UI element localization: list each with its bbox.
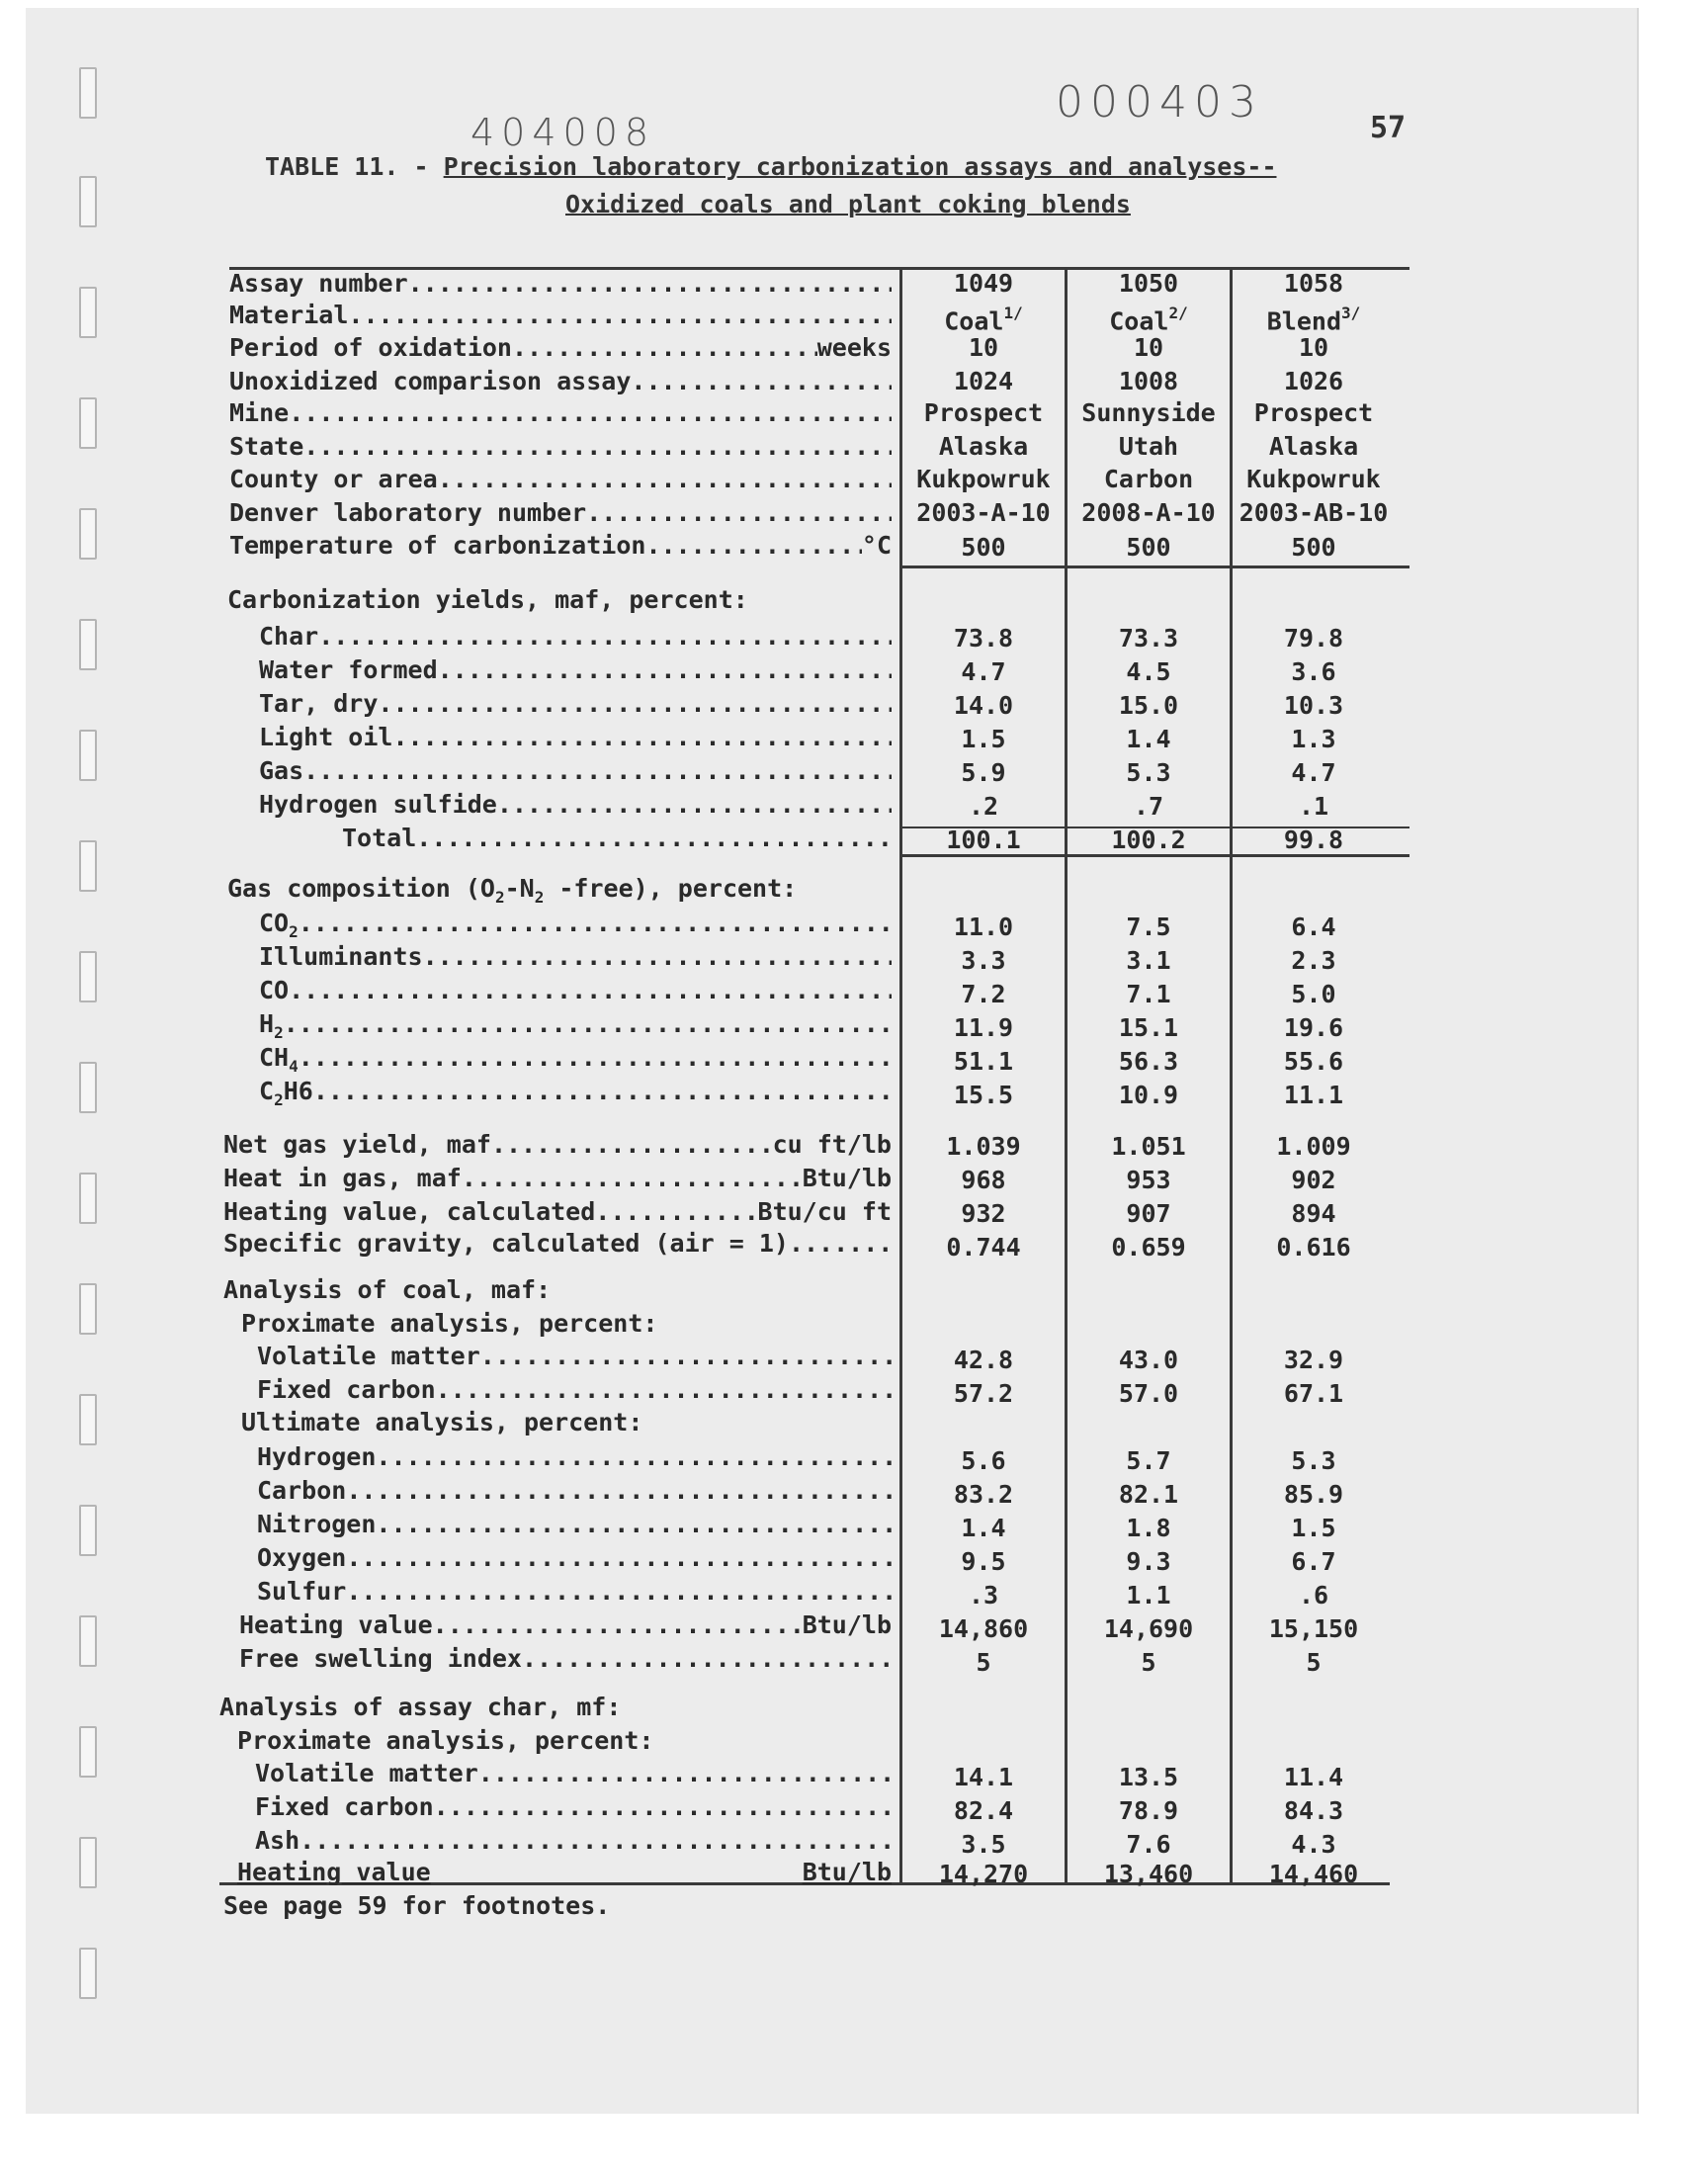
row-label: Heat in gas, maf: [223, 1164, 462, 1192]
table-title: [265, 152, 1277, 181]
binder-hole: [79, 176, 97, 227]
cell-value: 13,460: [1103, 1860, 1194, 1888]
cell-value: 15.1: [1118, 1013, 1179, 1042]
cell-value: 6.4: [1291, 913, 1336, 941]
cell-value: Sunnyside: [1081, 398, 1216, 427]
row-label: Light oil: [259, 723, 393, 751]
cell-value: 83.2: [953, 1480, 1014, 1509]
header-bottom-rule: [901, 566, 1409, 568]
cell-value: 57.0: [1118, 1379, 1179, 1408]
cell-value: 10: [968, 333, 999, 362]
cell-value: 85.9: [1283, 1480, 1344, 1509]
cell-value: 14,270: [938, 1860, 1029, 1888]
row-unit: cu ft/lb: [772, 1130, 892, 1159]
footnote-marker: 1/: [1003, 304, 1023, 322]
section-heading: Gas composition ($O_2-N_2$ -free), percent:: [227, 874, 798, 907]
cell-value: .1: [1298, 792, 1329, 821]
section-heading: Analysis of assay char, mf:: [219, 1693, 622, 1721]
cell-value: 5.6: [961, 1446, 1006, 1475]
row-label: Period of oxidation: [229, 333, 512, 362]
cell-value: 1050: [1118, 269, 1179, 298]
cell-value: 10.9: [1118, 1081, 1179, 1109]
cell-value: Carbon: [1103, 465, 1194, 493]
row-label: Mine: [229, 398, 290, 427]
binder-hole: [79, 1726, 97, 1778]
cell-value: Coal$^{2/}$: [1109, 304, 1188, 336]
binder-hole: [79, 1837, 97, 1888]
cell-value: 14.1: [953, 1763, 1014, 1791]
cell-value: 1.5: [961, 725, 1006, 753]
cell-value: 3.6: [1291, 657, 1336, 686]
row-label: Carbon: [257, 1476, 347, 1505]
cell-value: 57.2: [953, 1379, 1014, 1408]
row-unit: weeks: [816, 333, 892, 362]
binder-hole: [79, 67, 97, 119]
cell-value: 82.1: [1118, 1480, 1179, 1509]
cell-value: 79.8: [1283, 624, 1344, 652]
cell-value: 5.9: [961, 758, 1006, 787]
row-unit: Btu/lb: [802, 1858, 892, 1886]
row-unit: Btu/lb: [802, 1164, 892, 1192]
cell-value: 1058: [1283, 269, 1344, 298]
cell-value: 19.6: [1283, 1013, 1344, 1042]
cell-value: 6.7: [1291, 1547, 1336, 1576]
row-label: Assay number: [229, 269, 408, 298]
row-label: Illuminants: [259, 942, 423, 971]
cell-value: 3.5: [961, 1830, 1006, 1859]
row-label: $C_2H6$: [259, 1077, 313, 1107]
cell-value: 1026: [1283, 367, 1344, 395]
table-title-line1: Precision laboratory carbonization assays and analyses--: [443, 152, 1277, 181]
cell-value: 11.4: [1283, 1763, 1344, 1791]
cell-value: 5.3: [1126, 758, 1171, 787]
row-label: Fixed carbon: [255, 1792, 434, 1821]
row-label: Tar, dry: [259, 689, 379, 718]
row-label: Net gas yield, maf: [223, 1130, 491, 1159]
cell-value: 14.0: [953, 691, 1014, 720]
row-label: CO: [259, 976, 290, 1004]
cell-value: 14,690: [1103, 1614, 1194, 1643]
cell-value: 1.1: [1126, 1581, 1171, 1610]
cell-value: 5.7: [1126, 1446, 1171, 1475]
subsection-heading: Ultimate analysis, percent:: [241, 1408, 643, 1436]
row-label: Gas: [259, 756, 304, 785]
cell-value: .6: [1298, 1581, 1329, 1610]
cell-value: 2003-A-10: [916, 498, 1051, 527]
cell-value: 9.3: [1126, 1547, 1171, 1576]
document-stamp-number: 404008: [470, 111, 656, 154]
cell-value: 5.3: [1291, 1446, 1336, 1475]
cell-value: 11.9: [953, 1013, 1014, 1042]
cell-value: .3: [968, 1581, 999, 1610]
cell-value: 84.3: [1283, 1796, 1344, 1825]
cell-value: 15,150: [1268, 1614, 1359, 1643]
cell-value: 500: [961, 533, 1006, 562]
cell-value: 67.1: [1283, 1379, 1344, 1408]
footnote-marker: 2/: [1168, 304, 1188, 322]
cell-value: 56.3: [1118, 1047, 1179, 1076]
cell-value: 73.3: [1118, 624, 1179, 652]
cell-value: 500: [1126, 533, 1171, 562]
cell-value: 10: [1133, 333, 1164, 362]
row-label: $CH_4$: [259, 1043, 299, 1074]
binder-hole: [79, 1948, 97, 1999]
cell-value: 42.8: [953, 1346, 1014, 1374]
row-label: Volatile matter: [257, 1342, 480, 1370]
cell-value: 1.4: [1126, 725, 1171, 753]
cell-value: 7.5: [1126, 913, 1171, 941]
cell-value: Kukpowruk: [916, 465, 1051, 493]
cell-value: 13.5: [1118, 1763, 1179, 1791]
binder-hole: [79, 1283, 97, 1335]
row-label: $CO_2$: [259, 909, 299, 939]
binder-hole: [79, 1394, 97, 1445]
cell-value: 78.9: [1118, 1796, 1179, 1825]
cell-value: 32.9: [1283, 1346, 1344, 1374]
cell-value: 1049: [953, 269, 1014, 298]
cell-value: Prospect: [1253, 398, 1374, 427]
cell-value: 500: [1291, 533, 1336, 562]
cell-value: Utah: [1118, 432, 1179, 461]
cell-value: 1008: [1118, 367, 1179, 395]
cell-value: 14,860: [938, 1614, 1029, 1643]
binder-hole: [79, 397, 97, 449]
binder-hole: [79, 951, 97, 1002]
row-label: Heating value: [239, 1610, 433, 1639]
section-heading: Carbonization yields, maf, percent:: [227, 585, 748, 614]
cell-value: 15.5: [953, 1081, 1014, 1109]
row-label: Fixed carbon: [257, 1375, 436, 1404]
row-label: Temperature of carbonization: [229, 531, 646, 560]
cell-value: 1.3: [1291, 725, 1336, 753]
cell-value: 1.4: [961, 1514, 1006, 1542]
cell-value: 0.659: [1111, 1233, 1186, 1262]
cell-value: 1.051: [1111, 1132, 1186, 1161]
row-label: Volatile matter: [255, 1759, 478, 1787]
cell-value: 0.616: [1276, 1233, 1351, 1262]
cell-value: 10: [1298, 333, 1329, 362]
cell-value: 9.5: [961, 1547, 1006, 1576]
cell-value: 5: [1306, 1648, 1322, 1677]
footnote-marker: 3/: [1341, 304, 1361, 322]
row-unit: °C: [861, 531, 892, 560]
subsection-heading: Proximate analysis, percent:: [241, 1309, 658, 1338]
subsection-heading: Proximate analysis, percent:: [237, 1726, 654, 1755]
cell-value: 4.7: [961, 657, 1006, 686]
cell-value: .7: [1133, 792, 1164, 821]
cell-value: 5.0: [1291, 980, 1336, 1008]
cell-value: Blend$^{3/}$: [1266, 304, 1361, 336]
cell-value: Kukpowruk: [1246, 465, 1381, 493]
cell-value: Prospect: [923, 398, 1044, 427]
row-unit: Btu/cu ft: [757, 1197, 892, 1226]
row-label: Ash: [255, 1826, 300, 1855]
table-title-line2: Oxidized coals and plant coking blends: [565, 190, 1131, 218]
binder-hole: [79, 730, 97, 781]
cell-value: .2: [968, 792, 999, 821]
cell-value: 932: [961, 1199, 1006, 1228]
cell-value: 3.3: [961, 946, 1006, 975]
cell-value: 1.039: [946, 1132, 1021, 1161]
cell-value: 99.8: [1283, 826, 1344, 854]
cell-value: 968: [961, 1166, 1006, 1194]
section-heading: Analysis of coal, maf:: [223, 1275, 552, 1304]
binder-hole: [79, 1062, 97, 1113]
row-label: Hydrogen: [257, 1442, 377, 1471]
cell-value: Alaska: [938, 432, 1029, 461]
cell-value: 11.0: [953, 913, 1014, 941]
cell-value: 55.6: [1283, 1047, 1344, 1076]
cell-value: 82.4: [953, 1796, 1014, 1825]
cell-value: 1.5: [1291, 1514, 1336, 1542]
cell-value: 73.8: [953, 624, 1014, 652]
cell-value: 1024: [953, 367, 1014, 395]
binder-hole: [79, 1173, 97, 1224]
row-label: Specific gravity, calculated (air = 1): [223, 1229, 789, 1258]
cell-value: 2.3: [1291, 946, 1336, 975]
binder-hole: [79, 1505, 97, 1556]
cell-value: 4.7: [1291, 758, 1336, 787]
row-unit: Btu/lb: [802, 1610, 892, 1639]
row-label: Unoxidized comparison assay: [229, 367, 632, 395]
cell-value: 1.8: [1126, 1514, 1171, 1542]
cell-value: 1.009: [1276, 1132, 1351, 1161]
cell-value: 11.1: [1283, 1081, 1344, 1109]
cell-value: 7.2: [961, 980, 1006, 1008]
row-label: Heating value: [237, 1858, 431, 1886]
cell-value: 43.0: [1118, 1346, 1179, 1374]
row-label: County or area: [229, 465, 438, 493]
cell-value: 3.1: [1126, 946, 1171, 975]
row-label: Water formed: [259, 655, 438, 684]
cell-value: 953: [1126, 1166, 1171, 1194]
binder-hole: [79, 287, 97, 338]
cell-value: 10.3: [1283, 691, 1344, 720]
cell-value: 2003-AB-10: [1238, 498, 1389, 527]
cell-value: 4.5: [1126, 657, 1171, 686]
cell-value: 4.3: [1291, 1830, 1336, 1859]
cell-value: 7.6: [1126, 1830, 1171, 1859]
cell-value: 907: [1126, 1199, 1171, 1228]
document-stamp-number: 000403: [1056, 77, 1263, 128]
binder-hole: [79, 1615, 97, 1667]
cell-value: Coal$^{1/}$: [944, 304, 1023, 336]
cell-value: 5: [1141, 1648, 1156, 1677]
binder-hole: [79, 508, 97, 560]
cell-value: 100.2: [1111, 826, 1186, 854]
cell-value: 5: [976, 1648, 991, 1677]
cell-value: 100.1: [946, 826, 1021, 854]
row-label: Char: [259, 622, 319, 651]
cell-value: 51.1: [953, 1047, 1014, 1076]
cell-value: 14,460: [1268, 1860, 1359, 1888]
row-label: $H_2$: [259, 1009, 284, 1040]
cell-value: 15.0: [1118, 691, 1179, 720]
cell-value: 894: [1291, 1199, 1336, 1228]
row-label: Hydrogen sulfide: [259, 790, 497, 819]
row-label: State: [229, 432, 304, 461]
cell-value: 7.1: [1126, 980, 1171, 1008]
binder-hole: [79, 840, 97, 892]
binder-hole: [79, 619, 97, 670]
row-label: Sulfur: [257, 1577, 347, 1606]
page-number: 57: [1370, 111, 1407, 145]
row-label: Denver laboratory number: [229, 498, 587, 527]
row-label: Nitrogen: [257, 1510, 377, 1538]
row-label: Free swelling index: [239, 1644, 522, 1673]
table-title-prefix: TABLE 11. -: [265, 152, 444, 181]
row-label: Heating value, calculated: [223, 1197, 596, 1226]
cell-value: 2008-A-10: [1081, 498, 1216, 527]
row-label: Total: [342, 824, 417, 852]
footnote-text: See page 59 for footnotes.: [223, 1891, 611, 1920]
cell-value: 0.744: [946, 1233, 1021, 1262]
row-label: Material: [229, 301, 349, 329]
cell-value: 902: [1291, 1166, 1336, 1194]
row-label: Oxygen: [257, 1543, 347, 1572]
cell-value: Alaska: [1268, 432, 1359, 461]
